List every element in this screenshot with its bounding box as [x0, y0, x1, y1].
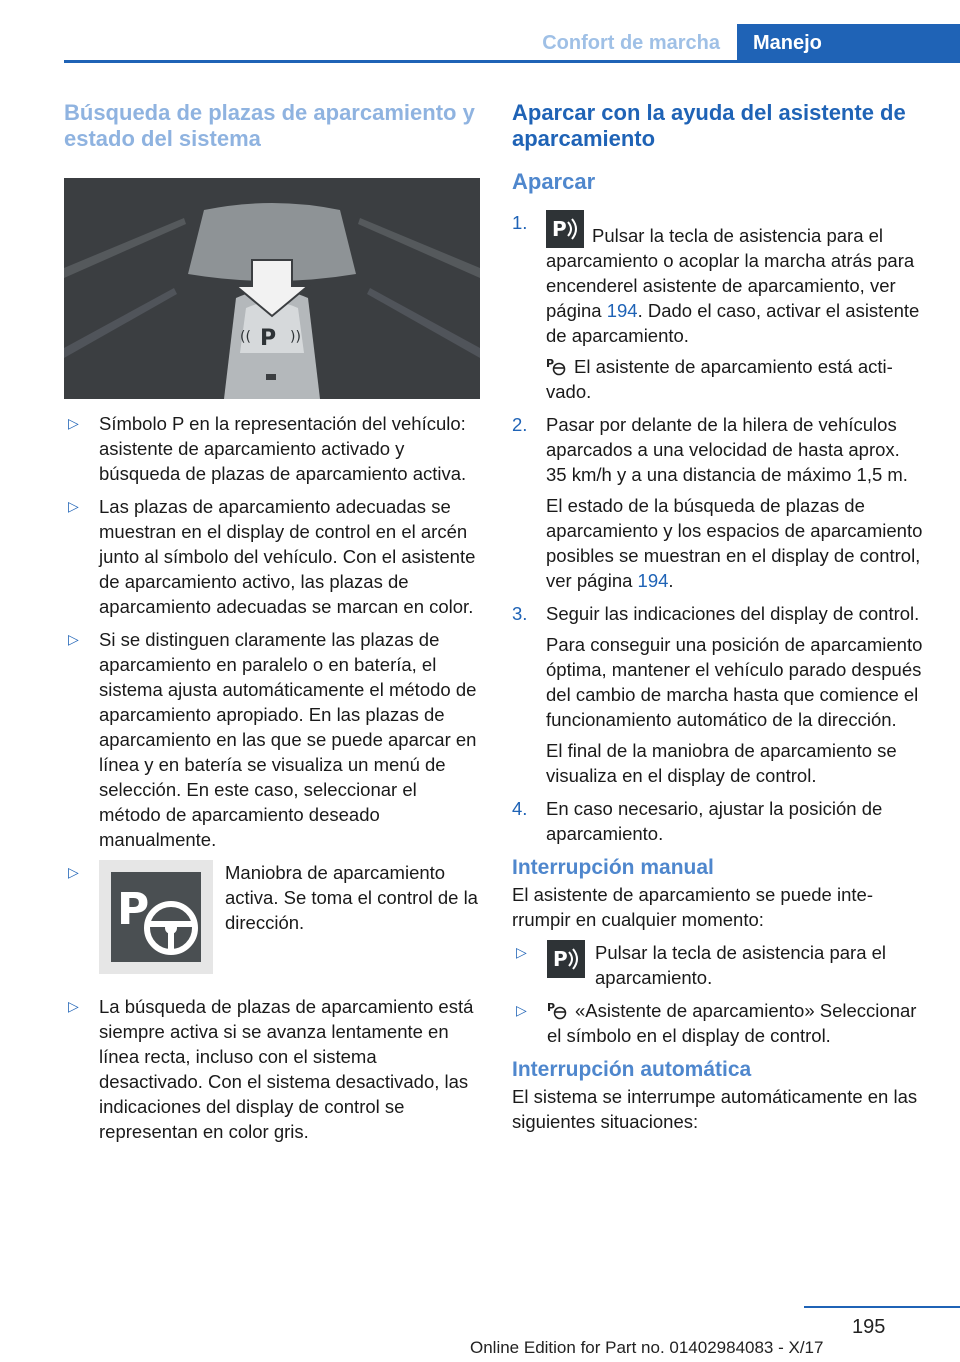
display-photo	[64, 178, 480, 399]
list-item: 4. En caso necesario, ajustar la posición de aparcamiento.	[512, 798, 883, 844]
page-number: 195	[852, 1316, 886, 1338]
triangle-bullet-icon: ▷	[516, 944, 527, 960]
parking-display-illustration	[64, 178, 480, 399]
manual-bullets	[512, 940, 924, 1048]
auto-text: El sistema se interrumpe automáticamente en las siguientes situaciones:	[512, 1086, 918, 1132]
list-item: ▷ Las plazas de aparcamiento adecuadas se muestran en el display de control en el arcén junto al símbolo del vehículo. Con el asistente de aparcamiento activo, las plazas de aparcamiento adecuadas se marcan en color.	[68, 496, 476, 617]
subheading-aparcar: Aparcar	[512, 169, 596, 194]
list-item: ▷ La búsqueda de plazas de aparcamiento está siempre activa si se avanza lentamente en línea recta, incluso con el sistema desactivado. Con el sistema desactivado, las indicaciones del display de control se representan en color gris.	[68, 996, 474, 1142]
footer-rule	[804, 1306, 960, 1308]
triangle-bullet-icon: ▷	[68, 415, 79, 431]
left-column	[64, 100, 480, 1152]
manual-text: El asistente de aparcamiento se puede interrumpir en cualquier momento:	[512, 884, 873, 930]
triangle-bullet-icon: ▷	[516, 1002, 527, 1018]
right-column	[512, 100, 924, 1134]
parking-assistant-symbol-icon	[546, 356, 566, 376]
triangle-bullet-icon: ▷	[68, 864, 79, 880]
triangle-bullet-icon: ▷	[68, 631, 79, 647]
list-item: ▷ P «Asistente de aparcamiento» Seleccionar el símbolo en el display de control.	[516, 1000, 917, 1046]
left-bullets	[64, 411, 480, 1144]
steps-list	[512, 210, 924, 846]
svg-text:P: P	[546, 357, 555, 370]
parking-assistant-button-icon	[547, 940, 585, 978]
parking-assistant-button-icon	[546, 210, 584, 248]
triangle-bullet-icon: ▷	[68, 498, 79, 514]
header-chapter-tab[interactable]: Manejo	[737, 24, 960, 62]
list-item: ▷ Si se distinguen claramente las plazas de aparcamiento en paralelo o en batería, el sistema ajusta automáticamente el método de aparcamiento apropiado. En las plazas de aparcamiento en las que se puede aparcar en línea y en batería se visualiza un menú de selección. En este caso, seleccionar el método de aparcamiento deseado manualmente.	[68, 629, 477, 850]
svg-text:P: P	[552, 217, 567, 241]
page-link[interactable]: 194	[606, 300, 638, 321]
parking-assistant-symbol-icon	[547, 1000, 567, 1020]
list-item: ▷ Símbolo P en la representación del vehículo: asistente de aparcamiento activado y búsqueda de plazas de aparcamiento activa.	[68, 413, 467, 484]
header-rule	[64, 60, 960, 63]
list-item: ▷ P Pulsar la tecla de asistencia para el aparcamiento.	[516, 942, 887, 988]
active-parking-maneuver-icon	[99, 860, 213, 974]
page-link[interactable]: 194	[637, 570, 669, 591]
svg-text:)): ))	[290, 329, 301, 345]
svg-text:P: P	[553, 947, 568, 971]
subheading-manual: Interrupción manual	[512, 856, 714, 879]
subheading-auto: Interrupción automática	[512, 1058, 752, 1081]
svg-text:P: P	[117, 884, 150, 935]
svg-text:P: P	[260, 326, 277, 351]
svg-text:P: P	[547, 1001, 556, 1014]
svg-text:((: ((	[240, 329, 251, 345]
triangle-bullet-icon: ▷	[68, 998, 79, 1014]
list-item: 2. Pasar por delante de la hilera de vehículos aparcados a una velocidad de hasta aprox. 35 km/h y a una distancia de máximo 1,5 m. El estado de la búsqueda de plazas de aparcamiento y los espacios de aparcamiento posibles se muestran en el display de control, ver página 194.	[512, 414, 923, 591]
right-heading: Aparcar con la ayuda del asistente de aparcamiento	[512, 100, 906, 151]
edition-footer: Online Edition for Part no. 01402984083 - X/17	[470, 1338, 824, 1357]
list-item: 3. Seguir las indicaciones del display de control. Para conseguir una posición de aparcamiento óptima, mantener el vehículo parado después del cambio de marcha hasta que comience el funcionamiento automático de la dirección. El final de la maniobra de aparcamiento se visualiza en el display de control.	[512, 603, 923, 786]
list-item: 1. P Pulsar la tecla de asistencia para el aparcamiento o acoplar la marcha atrás para encenderel asistente de aparcamiento, ver página 194. Dado el caso, activar el asistente de aparcamiento. P El asistente de aparcamiento está activado.	[512, 212, 920, 402]
header-section-tab[interactable]: Confort de marcha	[542, 32, 720, 54]
left-heading: Búsqueda de plazas de aparcamiento y estado del sistema	[64, 100, 475, 151]
list-item: ▷ P Maniobra de aparcamiento activa. Se toma el control de la dirección.	[64, 860, 480, 986]
